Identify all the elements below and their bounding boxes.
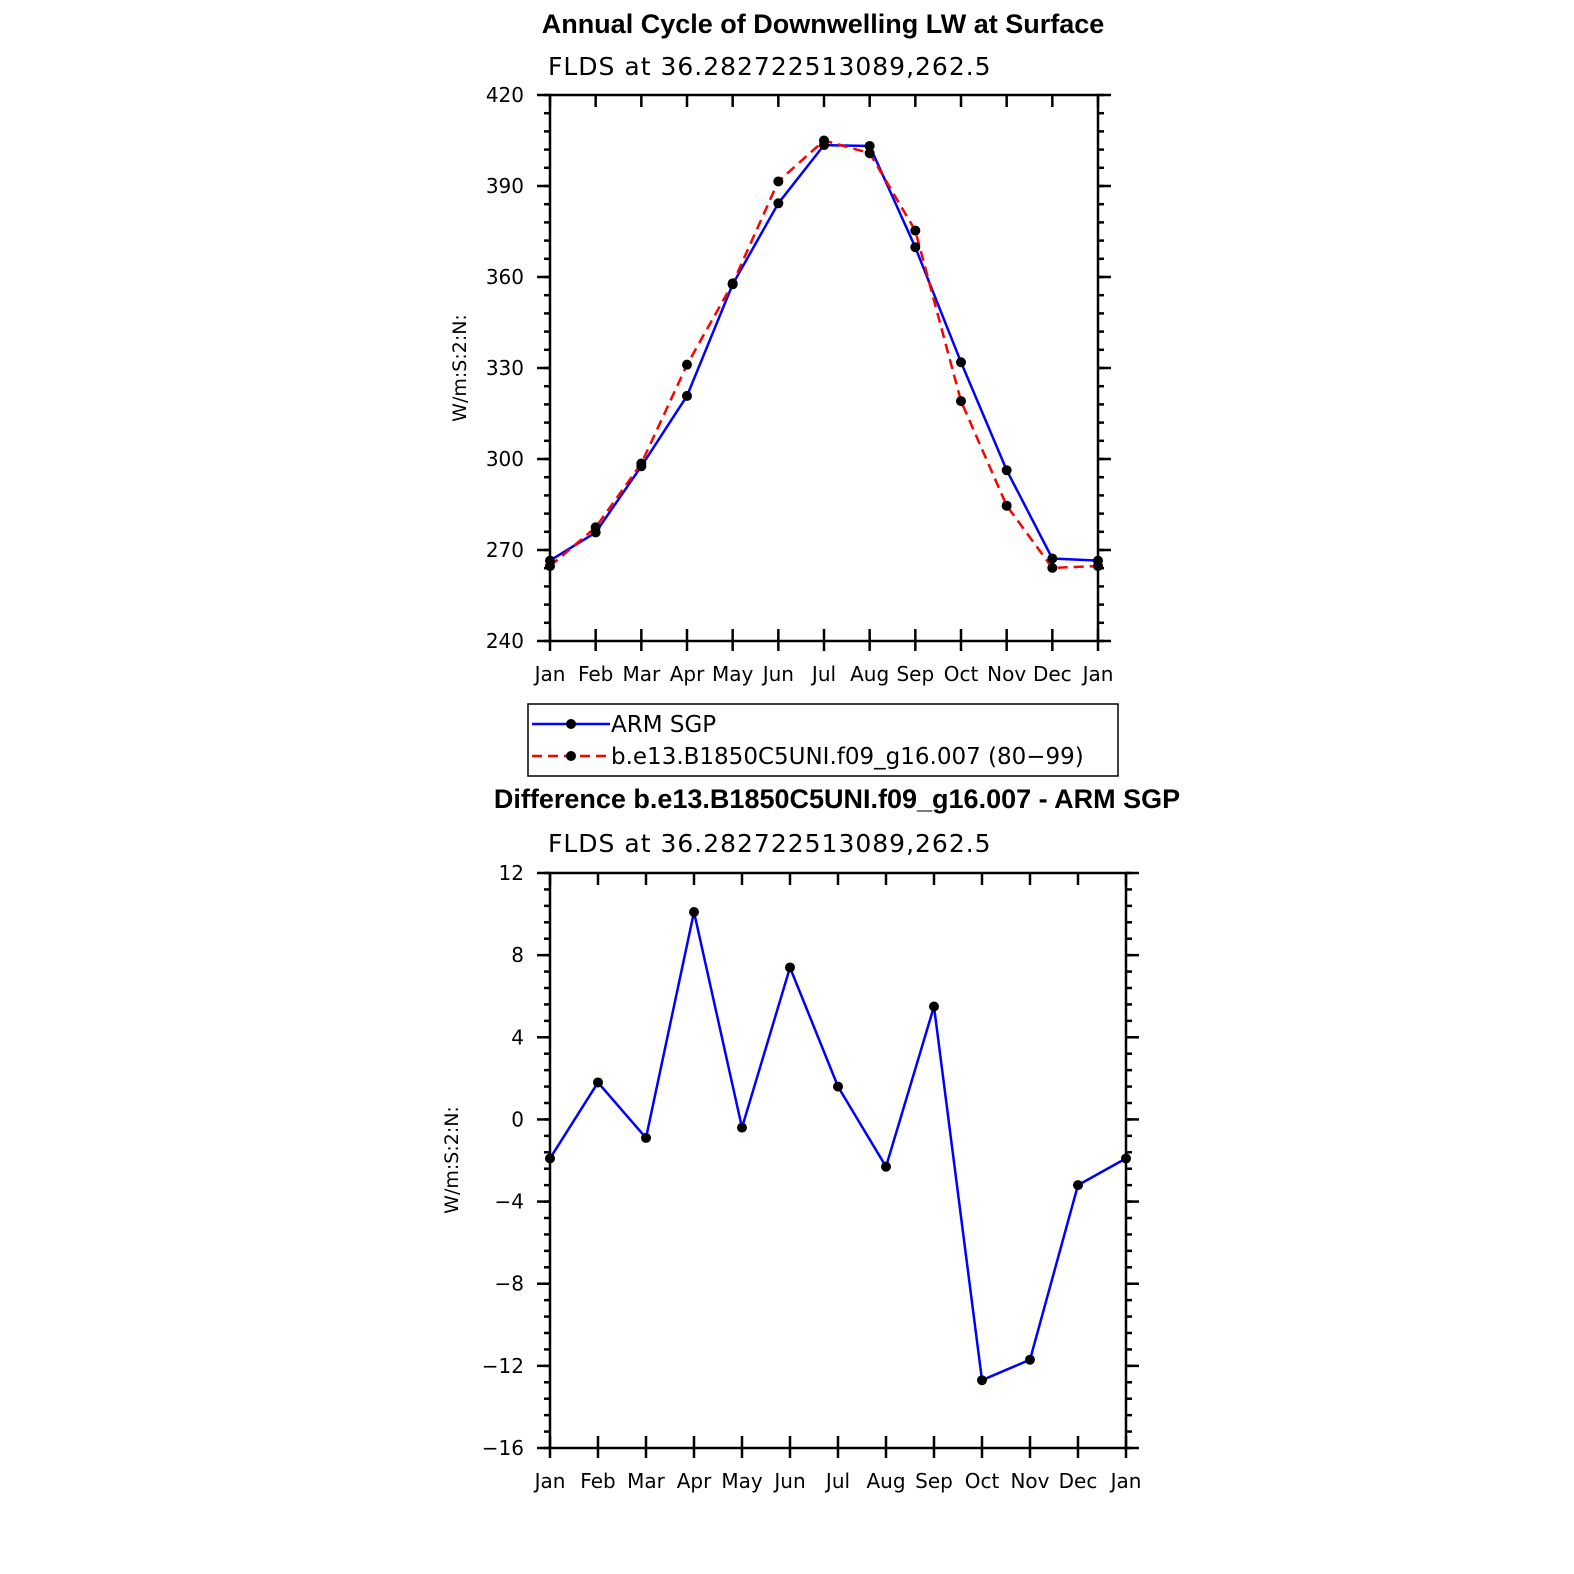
legend-label-arm-sgp: ARM SGP <box>611 712 717 738</box>
x-tick-label: Jul <box>811 662 837 686</box>
data-point <box>689 907 699 917</box>
y-tick-label: 300 <box>485 447 524 471</box>
legend-marker-model <box>566 751 576 761</box>
y-tick-label: −16 <box>481 1436 524 1460</box>
y-tick-label: 8 <box>511 943 524 968</box>
data-point <box>819 136 829 146</box>
legend <box>528 704 1118 776</box>
x-tick-label: Aug <box>850 662 890 686</box>
x-tick-label: Apr <box>676 1469 712 1493</box>
data-point <box>773 198 783 208</box>
x-tick-label: Sep <box>915 1469 953 1493</box>
series-line <box>550 141 1098 568</box>
legend-marker-arm-sgp <box>566 719 576 729</box>
x-tick-label: Jul <box>825 1469 851 1493</box>
axes-frame <box>486 83 1114 686</box>
data-point <box>929 1001 939 1011</box>
x-tick-label: Jan <box>534 662 566 686</box>
annual-cycle-chart <box>449 9 1113 686</box>
x-tick-label: Nov <box>1010 1469 1050 1493</box>
data-point <box>1121 1153 1131 1163</box>
y-tick-label: −12 <box>481 1353 524 1378</box>
x-tick-label: Jun <box>762 662 794 686</box>
difference-chart <box>441 784 1180 1493</box>
data-point <box>977 1375 987 1385</box>
data-point <box>785 962 795 972</box>
data-point <box>865 148 875 158</box>
data-point <box>728 278 738 288</box>
y-tick-label: 330 <box>485 356 524 380</box>
chart-subtitle: FLDS at 36.282722513089,262.5 <box>548 52 992 81</box>
y-tick-label: 360 <box>485 265 524 289</box>
plot-frame <box>550 95 1098 641</box>
x-tick-label: Oct <box>943 662 979 686</box>
x-tick-label: Jan <box>1082 662 1114 686</box>
data-point <box>773 176 783 186</box>
data-point <box>636 459 646 469</box>
x-tick-label: May <box>721 1469 763 1493</box>
plot-frame <box>550 873 1126 1448</box>
data-point <box>593 1077 603 1087</box>
y-tick-label: −8 <box>494 1271 524 1296</box>
y-tick-label: 0 <box>511 1107 524 1132</box>
y-tick-label: 4 <box>511 1025 524 1050</box>
chart-subtitle: FLDS at 36.282722513089,262.5 <box>548 829 992 858</box>
data-point <box>682 360 692 370</box>
chart-title: Difference b.e13.B1850C5UNI.f09_g16.007 - ARM SGP <box>493 784 1181 814</box>
series-line <box>550 145 1098 560</box>
y-tick-label: 240 <box>485 629 524 653</box>
data-point <box>1002 501 1012 511</box>
x-tick-label: May <box>711 662 754 686</box>
data-point <box>545 561 555 571</box>
axes-frame <box>482 861 1142 1493</box>
data-point <box>737 1123 747 1133</box>
chart-title: Annual Cycle of Downwelling LW at Surface <box>541 9 1105 39</box>
series-line <box>550 912 1126 1380</box>
data-point <box>1093 561 1103 571</box>
series-layer <box>545 136 1103 573</box>
data-point <box>833 1082 843 1092</box>
y-tick-label: 270 <box>485 538 524 562</box>
series-layer <box>545 907 1131 1385</box>
y-tick-label: 420 <box>485 83 524 107</box>
data-point <box>910 242 920 252</box>
data-point <box>1047 553 1057 563</box>
x-tick-label: Jun <box>774 1469 806 1493</box>
data-point <box>910 226 920 236</box>
legend-label-model: b.e13.B1850C5UNI.f09_g16.007 (80−99) <box>611 744 1084 770</box>
x-tick-label: Dec <box>1058 1469 1098 1493</box>
y-axis-label: W/m:S:2:N: <box>449 314 471 422</box>
data-point <box>1025 1355 1035 1365</box>
x-tick-label: Oct <box>964 1469 1000 1493</box>
data-point <box>956 396 966 406</box>
x-tick-label: Aug <box>866 1469 906 1493</box>
y-tick-label: 12 <box>498 861 524 885</box>
x-tick-label: Dec <box>1032 662 1072 686</box>
x-tick-label: Mar <box>627 1469 665 1493</box>
x-tick-label: Apr <box>669 662 705 686</box>
data-point <box>1002 465 1012 475</box>
x-tick-label: Feb <box>577 662 614 686</box>
x-tick-label: Mar <box>622 662 661 686</box>
data-point <box>1073 1180 1083 1190</box>
data-point <box>881 1162 891 1172</box>
y-tick-label: −4 <box>494 1189 524 1214</box>
data-point <box>1047 563 1057 573</box>
x-tick-label: Nov <box>987 662 1027 686</box>
data-point <box>682 391 692 401</box>
data-point <box>545 1153 555 1163</box>
data-point <box>641 1133 651 1143</box>
y-axis-label: W/m:S:2:N: <box>441 1106 463 1214</box>
x-tick-label: Sep <box>896 662 935 686</box>
x-tick-label: Feb <box>580 1469 616 1493</box>
x-tick-label: Jan <box>1110 1469 1142 1493</box>
x-tick-label: Jan <box>534 1469 566 1493</box>
data-point <box>956 357 966 367</box>
y-tick-label: 390 <box>485 174 524 198</box>
data-point <box>591 522 601 532</box>
